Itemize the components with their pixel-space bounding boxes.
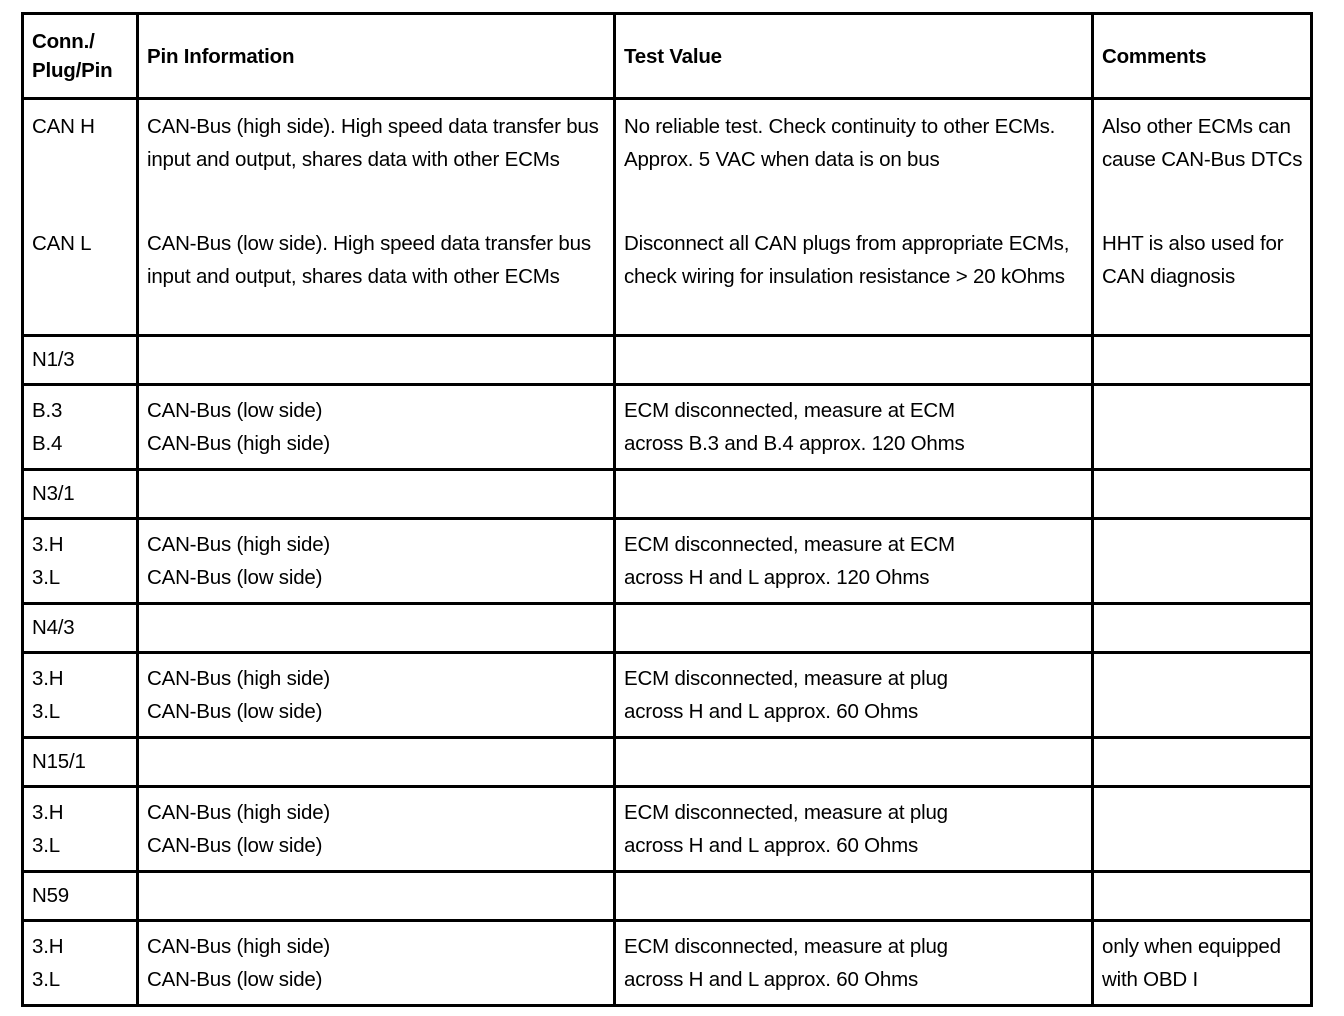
header-test-value: Test Value xyxy=(615,14,1093,99)
test-value: across H and L approx. 60 Ohms xyxy=(624,968,919,991)
pin-id: 3.L xyxy=(32,566,60,589)
test-value-cell xyxy=(615,385,1093,470)
pin-id: 3.L xyxy=(32,968,60,991)
can-bus-row xyxy=(23,99,1312,336)
pin-info-cell xyxy=(138,653,615,738)
pin-id: 3.L xyxy=(32,700,60,723)
connector-row xyxy=(23,872,1312,921)
comment xyxy=(1102,528,1306,561)
test-value: ECM disconnected, measure at plug xyxy=(624,801,948,824)
connector-row xyxy=(23,336,1312,385)
pin-info: CAN-Bus (high side) xyxy=(147,533,331,556)
connector-row xyxy=(23,604,1312,653)
pin-id: 3.H xyxy=(32,667,64,690)
connector-row xyxy=(23,470,1312,519)
pin-info-cell xyxy=(138,787,615,872)
comment: with OBD I xyxy=(1102,968,1198,991)
pin-row xyxy=(23,787,1312,872)
header-pin-information: Pin Information xyxy=(138,14,615,99)
comment-cell xyxy=(1093,921,1312,1006)
header-comments: Comments xyxy=(1093,14,1312,99)
pin-info-cell xyxy=(138,519,615,604)
pin-id: B.3 xyxy=(32,399,63,422)
pin-cell xyxy=(23,653,138,738)
comment-cell xyxy=(1093,787,1312,872)
connector-label: N4/3 xyxy=(23,604,138,653)
pin-id: 3.L xyxy=(32,834,60,857)
comment xyxy=(1102,427,1306,460)
pin-row xyxy=(23,385,1312,470)
pin-info: CAN-Bus (high side) xyxy=(147,801,331,824)
pin-info: CAN-Bus (high side) xyxy=(147,935,331,958)
header-conn: Conn./ Plug/Pin xyxy=(23,14,138,99)
test-value: ECM disconnected, measure at plug xyxy=(624,667,948,690)
test-value-cell xyxy=(615,787,1093,872)
can-pins-cell xyxy=(23,99,138,336)
connector-label: N3/1 xyxy=(23,470,138,519)
pin-cell xyxy=(23,385,138,470)
test-value-cell xyxy=(615,653,1093,738)
can-l-comment: HHT is also used for CAN diagnosis xyxy=(1102,232,1284,288)
connector-label: N15/1 xyxy=(23,738,138,787)
comment xyxy=(1102,662,1306,695)
header-row xyxy=(23,14,1312,99)
pin-id: 3.H xyxy=(32,801,64,824)
pin-information-table xyxy=(21,12,1313,1007)
test-value: across B.3 and B.4 approx. 120 Ohms xyxy=(624,432,965,455)
pin-row xyxy=(23,653,1312,738)
comment-cell xyxy=(1093,653,1312,738)
pin-info: CAN-Bus (low side) xyxy=(147,834,323,857)
test-value: ECM disconnected, measure at plug xyxy=(624,935,948,958)
comment xyxy=(1102,829,1306,862)
pin-cell xyxy=(23,921,138,1006)
pin-id: B.4 xyxy=(32,432,63,455)
can-l-test: Disconnect all CAN plugs from appropriate ECMs, check wiring for insulation resistance > 20 kOhms xyxy=(624,232,1070,288)
pin-info: CAN-Bus (high side) xyxy=(147,667,331,690)
connector-label: N1/3 xyxy=(23,336,138,385)
can-comment-cell xyxy=(1093,99,1312,336)
can-h-test: No reliable test. Check continuity to other ECMs. Approx. 5 VAC when data is on bus xyxy=(624,115,1056,171)
connector-row xyxy=(23,738,1312,787)
pin-info: CAN-Bus (low side) xyxy=(147,700,323,723)
pin-cell xyxy=(23,519,138,604)
pin-row xyxy=(23,921,1312,1006)
pin-id: 3.H xyxy=(32,935,64,958)
can-h-pin: CAN H xyxy=(32,115,95,138)
test-value: ECM disconnected, measure at ECM xyxy=(624,533,955,556)
comment-cell xyxy=(1093,385,1312,470)
test-value: across H and L approx. 60 Ohms xyxy=(624,834,919,857)
pin-info: CAN-Bus (low side) xyxy=(147,968,323,991)
pin-info: CAN-Bus (low side) xyxy=(147,566,323,589)
can-l-pin: CAN L xyxy=(32,232,92,255)
pin-info-cell xyxy=(138,385,615,470)
can-h-comment: Also other ECMs can cause CAN-Bus DTCs xyxy=(1102,115,1303,171)
test-value: across H and L approx. 120 Ohms xyxy=(624,566,930,589)
pin-id: 3.H xyxy=(32,533,64,556)
comment xyxy=(1102,796,1306,829)
can-h-info: CAN-Bus (high side). High speed data transfer bus input and output, shares data with other ECMs xyxy=(147,115,599,171)
test-value: ECM disconnected, measure at ECM xyxy=(624,399,955,422)
test-value-cell xyxy=(615,921,1093,1006)
can-l-info: CAN-Bus (low side). High speed data transfer bus input and output, shares data with other ECMs xyxy=(147,232,591,288)
comment: only when equipped xyxy=(1102,935,1281,958)
can-test-cell xyxy=(615,99,1093,336)
comment xyxy=(1102,695,1306,728)
pin-cell xyxy=(23,787,138,872)
connector-label: N59 xyxy=(23,872,138,921)
test-value-cell xyxy=(615,519,1093,604)
pin-info: CAN-Bus (high side) xyxy=(147,432,331,455)
pin-info-cell xyxy=(138,921,615,1006)
can-info-cell xyxy=(138,99,615,336)
comment xyxy=(1102,394,1306,427)
comment-cell xyxy=(1093,519,1312,604)
pin-info: CAN-Bus (low side) xyxy=(147,399,323,422)
pin-row xyxy=(23,519,1312,604)
comment xyxy=(1102,561,1306,594)
test-value: across H and L approx. 60 Ohms xyxy=(624,700,919,723)
